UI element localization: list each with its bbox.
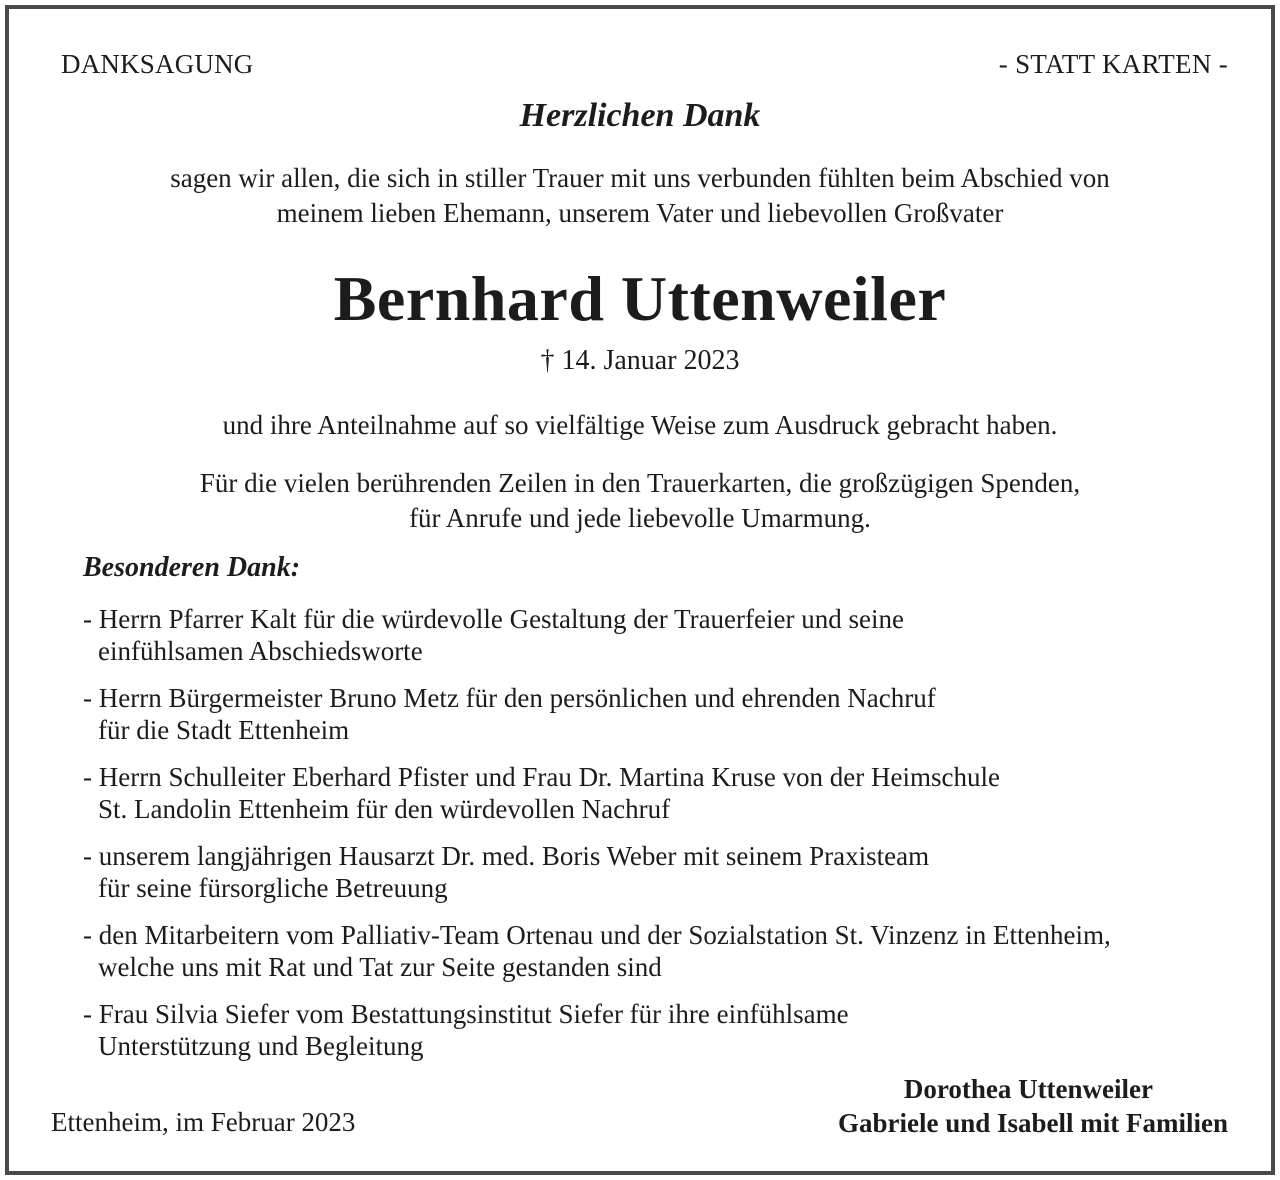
list-item-line-2: St. Landolin Ettenheim für den würdevollen Nachruf	[98, 794, 671, 824]
special-thanks-heading: Besonderen Dank:	[83, 552, 301, 583]
list-item	[83, 603, 1243, 682]
signature-line-2: Gabriele und Isabell mit Familien	[837, 1108, 1228, 1138]
list-item-line-2: welche uns mit Rat und Tat zur Seite gestanden sind	[98, 952, 662, 982]
list-item	[83, 840, 1243, 919]
special-thanks-list	[83, 603, 1243, 1077]
header-label-danksagung: DANKSAGUNG	[61, 49, 254, 79]
header-label-statt-karten: - STATT KARTEN -	[998, 49, 1228, 79]
list-item-line-2: für seine fürsorgliche Betreuung	[98, 873, 448, 903]
gratitude-line-2: für Anrufe und jede liebevolle Umarmung.	[409, 503, 871, 533]
list-item-line-2: einfühlsamen Abschiedsworte	[98, 636, 423, 666]
list-item-line-1: - Herrn Bürgermeister Bruno Metz für den persönlichen und ehrenden Nachruf	[83, 683, 936, 713]
paragraph-sympathy: und ihre Anteilnahme auf so vielfältige Weise zum Ausdruck gebracht haben.	[222, 410, 1058, 440]
signature-line-1: Dorothea Uttenweiler	[903, 1074, 1153, 1104]
headline: Herzlichen Dank	[519, 97, 761, 134]
list-item-line-1: - Frau Silvia Siefer vom Bestattungsinstitut Siefer für ihre einfühlsame	[83, 999, 849, 1029]
gratitude-line-1: Für die vielen berührenden Zeilen in den Trauerkarten, die großzügigen Spenden,	[199, 468, 1081, 498]
list-item-line-2: für die Stadt Ettenheim	[98, 715, 350, 745]
intro-line-1: sagen wir allen, die sich in stiller Trauer mit uns verbunden fühlten beim Abschied von	[170, 163, 1110, 193]
intro-line-2: meinem lieben Ehemann, unserem Vater und liebevollen Großvater	[276, 198, 1004, 228]
intro-text	[9, 161, 1271, 231]
notice-frame	[5, 5, 1275, 1175]
deceased-name: Bernhard Uttenweiler	[333, 263, 947, 334]
paragraph-gratitude	[9, 466, 1271, 536]
list-item	[83, 682, 1243, 761]
list-item-line-1: - den Mitarbeitern vom Palliativ-Team Ortenau und der Sozialstation St. Vinzenz in Ettenheim,	[83, 920, 1111, 950]
list-item	[83, 998, 1243, 1077]
list-item-line-2: Unterstützung und Begleitung	[98, 1031, 424, 1061]
list-item-line-1: - Herrn Pfarrer Kalt für die würdevolle Gestaltung der Trauerfeier und seine	[83, 604, 904, 634]
list-item-line-1: - unserem langjährigen Hausarzt Dr. med. Boris Weber mit seinem Praxisteam	[83, 841, 930, 871]
place-and-date: Ettenheim, im Februar 2023	[51, 1107, 356, 1137]
list-item	[83, 761, 1243, 840]
list-item	[83, 919, 1243, 998]
death-date: † 14. Januar 2023	[540, 345, 740, 376]
list-item-line-1: - Herrn Schulleiter Eberhard Pfister und Frau Dr. Martina Kruse von der Heimschule	[83, 762, 1000, 792]
